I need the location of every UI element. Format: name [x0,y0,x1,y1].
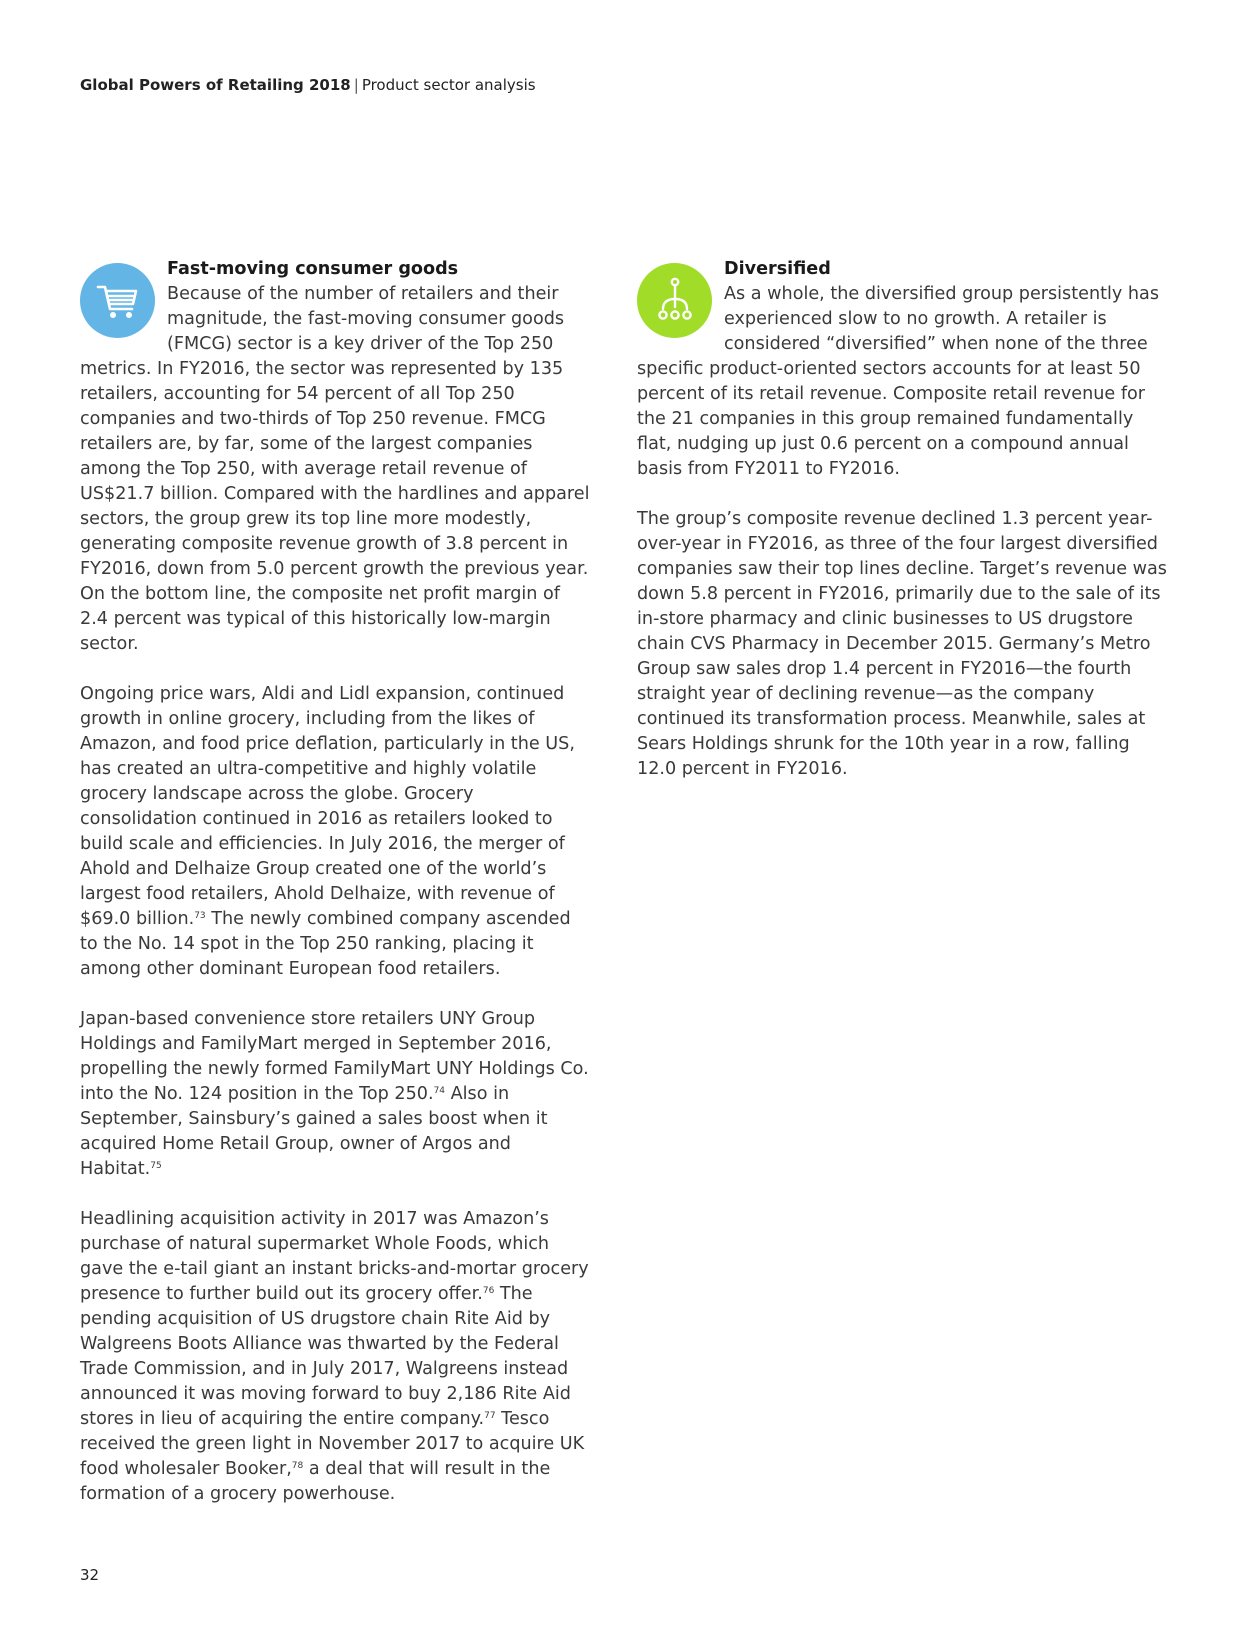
footnote-78: 78 [291,1461,304,1471]
footnote-74: 74 [433,1086,446,1096]
diversified-heading: Diversified [724,259,831,279]
fmcg-paragraph-4: Headlining acquisition activity in 2017 was Amazon’s purchase of natural supermarket Whole Foods, which gave the e-tail giant an instant bricks-and-mortar grocery presence to further build out its grocery offer.$^{76}$ The pending acquisition of US drugstore chain Rite Aid by Walgreens Boots Alliance was thwarted by the Federal Trade Commission, and in July 2017, Walgreens instead announced it was moving forward to buy 2,186 Rite Aid stores in lieu of acquiring the entire company.$^{77}$ Tesco received the green light in November 2017 to acquire UK food wholesaler Booker,$^{78}$ a deal that will result in the formation of a grocery powerhouse. [80,1209,589,1504]
diversified-paragraph-1: As a whole, the diversified group persistently has experienced slow to no growth. A retailer is considered “diversified” when none of the three specific product-oriented sectors accounts for at least 50 percent of its retail revenue. Composite retail revenue for the 21 companies in this group remained fundamentally flat, nudging up just 0.6 percent on a compound annual basis from FY2011 to FY2016. [637,284,1159,479]
fmcg-column [80,257,592,1532]
diversified-paragraph-2: The group’s composite revenue declined 1.3 percent year-over-year in FY2016, as three of the four largest diversified companies saw their top lines decline. Target’s revenue was down 5.8 percent in FY2016, primarily due to the sale of its in-store pharmacy and clinic businesses to US drugstore chain CVS Pharmacy in December 2015. Germany’s Metro Group saw sales drop 1.4 percent in FY2016—the fourth straight year of declining revenue—as the company continued its transformation process. Meanwhile, sales at Sears Holdings shrunk for the 10th year in a row, falling 12.0 percent in FY2016. [637,509,1167,779]
footnote-75: 75 [150,1161,162,1171]
header-separator: | [353,76,359,94]
fmcg-icon-badge [80,263,155,338]
fmcg-paragraph-2: Ongoing price wars, Aldi and Lidl expansion, continued growth in online grocery, including from the likes of Amazon, and food price deflation, particularly in the US, has created an ultra-competitive and highly volatile grocery landscape across the globe. Grocery consolidation continued in 2016 as retailers looked to build scale and efficiencies. In July 2016, the merger of Ahold and Delhaize Group created one of the world’s largest food retailers, Ahold Delhaize, with revenue of $69.0 billion.$^{73}$ The newly combined company ascended to the No. 14 spot in the Top 250 ranking, placing it among other dominant European food retailers. [80,684,575,979]
fmcg-paragraph-1: Because of the number of retailers and their magnitude, the fast-moving consumer goods (FMCG) sector is a key driver of the Top 250 metrics. In FY2016, the sector was represented by 135 retailers, accounting for 54 percent of all Top 250 companies and two-thirds of Top 250 revenue. FMCG retailers are, by far, some of the largest companies among the Top 250, with average retail revenue of US$21.7 billion. Compared with the hardlines and apparel sectors, the group grew its top line more modestly, generating composite revenue growth of 3.8 percent in FY2016, down from 5.0 percent growth the previous year. On the bottom line, the composite net profit margin of 2.4 percent was typical of this historically low-margin sector. [80,284,590,654]
section-title: Product sector analysis [361,76,536,94]
shopping-cart-icon [96,281,140,321]
footnote-73: 73 [194,911,206,921]
footnote-76: 76 [482,1286,495,1296]
diversified-column [637,257,1172,807]
running-header [80,76,536,94]
report-title: Global Powers of Retailing 2018 [80,76,351,94]
fmcg-paragraph-3: Japan-based convenience store retailers UNY Group Holdings and FamilyMart merged in September 2016, propelling the newly formed FamilyMart UNY Holdings Co. into the No. 124 position in the Top 250.74 Also in September, Sainsbury’s gained a sales boost when it acquired Home Retail Group, owner of Argos and Habitat.$^{75}$ [80,1009,589,1179]
page-number: 32 [80,1566,100,1584]
footnote-77: 77 [484,1411,496,1421]
hierarchy-branch-icon [655,277,695,325]
diversified-icon-badge [637,263,712,338]
fmcg-heading: Fast-moving consumer goods [167,259,459,279]
